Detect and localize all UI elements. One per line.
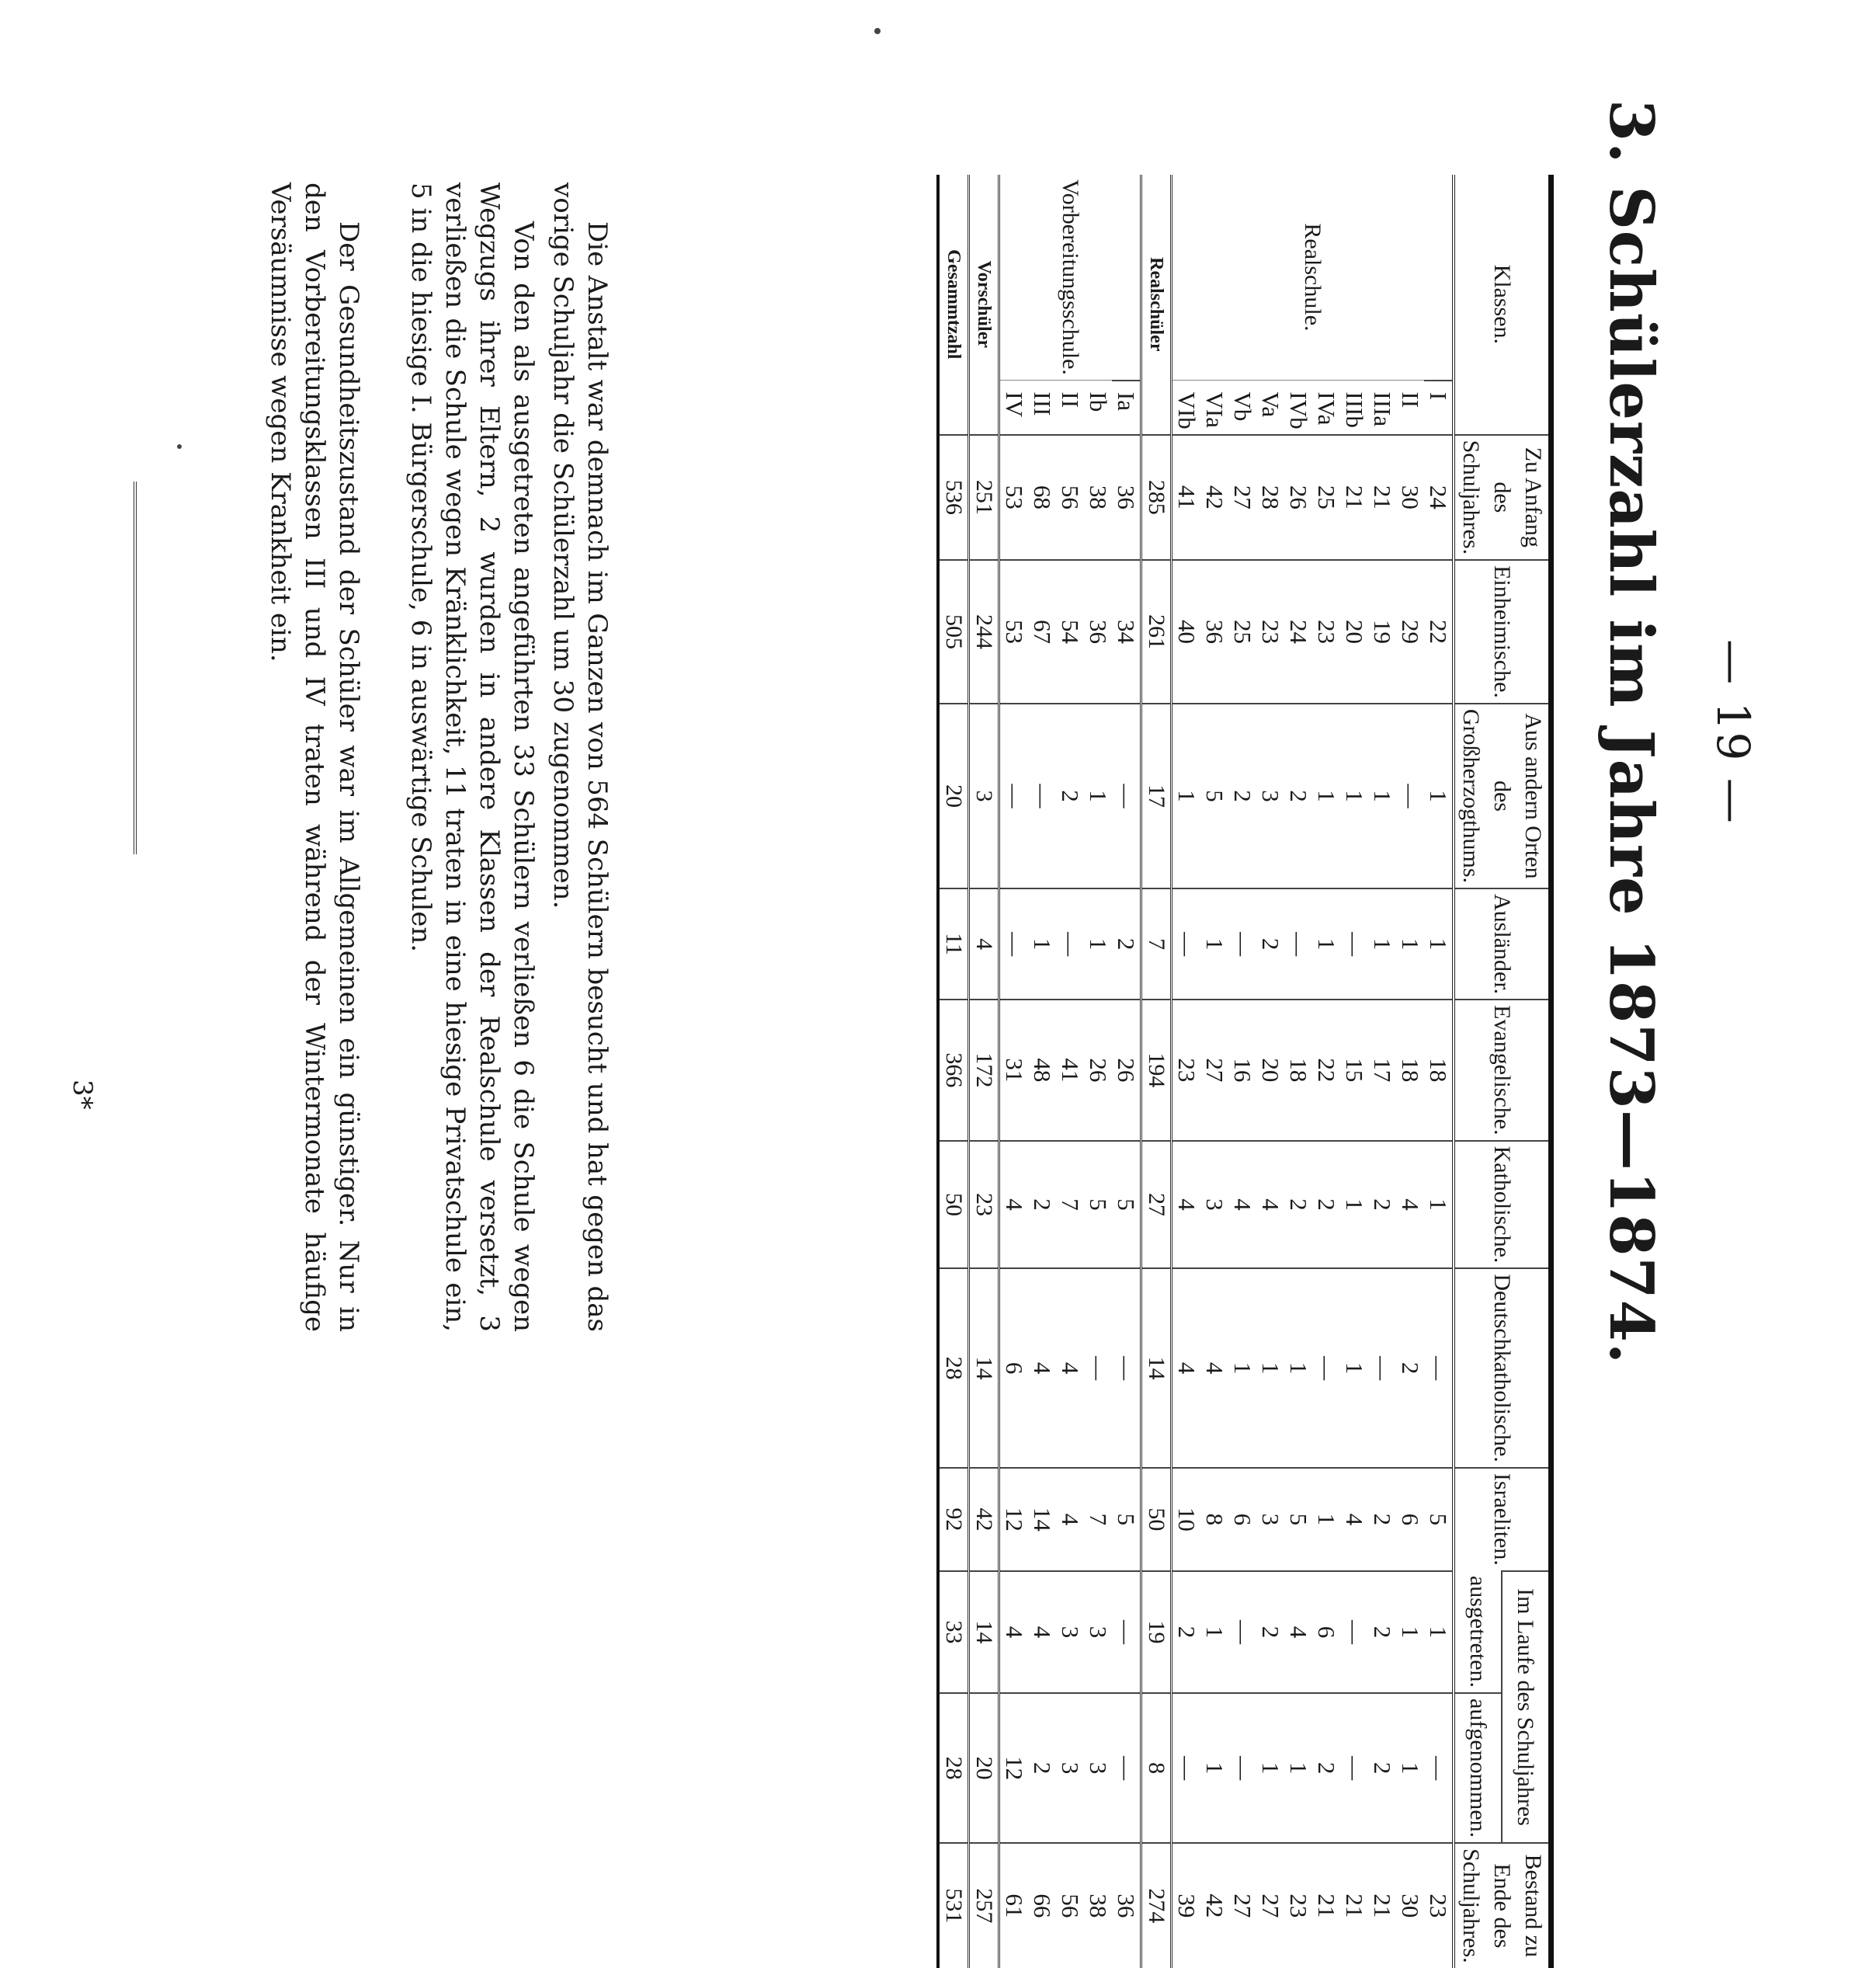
- table-cell: 2: [1284, 704, 1312, 888]
- table-cell: 23: [1312, 560, 1340, 704]
- table-cell: 1: [1340, 1141, 1368, 1269]
- table-cell: 1: [1256, 1693, 1284, 1843]
- table-cell: 21: [1340, 1843, 1368, 1967]
- table-cell: —: [1424, 1693, 1454, 1843]
- table-cell: 3: [1084, 1571, 1112, 1693]
- table-cell: —: [1340, 888, 1368, 1000]
- table-cell: —: [1028, 704, 1056, 888]
- table-cell: 4: [999, 1141, 1029, 1269]
- header-israeliten: Israeliten.: [1454, 1468, 1551, 1571]
- signature-mark: 3*: [67, 1080, 98, 1110]
- table-cell: 1: [1368, 888, 1396, 1000]
- table-cell: 27: [1228, 1843, 1256, 1967]
- table-cell: 53: [999, 560, 1029, 704]
- paragraph: Der Gesundheitszustand der Schüler war im Allgemeinen ein günstiger. Nur in den Vorbereitungsklassen III und IV traten während der Wintermonate häufige Versäumnisse wegen Krankheit ein.: [265, 183, 364, 1332]
- table-cell: —: [1112, 1268, 1141, 1467]
- header-einheimische: Einheimische.: [1454, 560, 1551, 704]
- table-row: [1084, 175, 1112, 1968]
- class-name: III: [1029, 391, 1056, 416]
- grand-total-row: [938, 175, 969, 1968]
- table-cell: 1: [1340, 1268, 1368, 1467]
- table-cell: 18: [1424, 1000, 1454, 1140]
- header-aufgenommen: aufgenommen.: [1454, 1693, 1502, 1843]
- table-cell: 1: [1084, 704, 1112, 888]
- class-name: VIa: [1201, 391, 1228, 428]
- table-cell: 22: [1424, 560, 1454, 704]
- subtotal-row: [969, 175, 999, 1968]
- table-cell: 14: [1028, 1468, 1056, 1571]
- table-cell: 27: [1200, 1000, 1228, 1140]
- subtotal-cell: 19: [1141, 1571, 1172, 1693]
- table-row: [1396, 175, 1424, 1968]
- header-klassen: Klassen.: [1454, 175, 1551, 435]
- table-cell: 42: [1200, 1843, 1228, 1967]
- table-cell: 1: [1368, 704, 1396, 888]
- subtotal-cell: 7: [1141, 888, 1172, 1000]
- table-cell: 7: [1084, 1468, 1112, 1571]
- grand-total-cell: 366: [938, 1000, 969, 1140]
- table-cell: 2: [1228, 704, 1256, 888]
- table-cell: 21: [1368, 435, 1396, 560]
- table-cell: 34: [1112, 560, 1141, 704]
- class-name: VIb: [1173, 391, 1200, 429]
- table-cell: 1: [1424, 888, 1454, 1000]
- table-cell: 25: [1312, 435, 1340, 560]
- table-cell: 4: [1028, 1268, 1056, 1467]
- table-cell: 6: [1396, 1468, 1424, 1571]
- table-cell: 39: [1172, 1843, 1201, 1967]
- table-cell: 23: [1256, 560, 1284, 704]
- table-cell: 23: [1172, 1000, 1201, 1140]
- table-cell: 22: [1312, 1000, 1340, 1140]
- table-cell: 1: [1424, 1141, 1454, 1269]
- table-cell: 2: [1368, 1468, 1396, 1571]
- header-auslaender: Ausländer.: [1454, 888, 1551, 1000]
- subtotal-cell: 285: [1141, 435, 1172, 560]
- table-cell: 18: [1396, 1000, 1424, 1140]
- table-cell: 56: [1056, 1843, 1084, 1967]
- table-body: [938, 175, 1454, 1968]
- table-cell: 36: [1112, 435, 1141, 560]
- table-cell: 30: [1396, 1843, 1424, 1967]
- table-cell: 24: [1424, 435, 1454, 560]
- header-ausgetreten: ausgetreten.: [1454, 1571, 1502, 1693]
- table-cell: 15: [1340, 1000, 1368, 1140]
- table-cell: 1: [1312, 888, 1340, 1000]
- table-cell: —: [1112, 1571, 1141, 1693]
- table-cell: 3: [1200, 1141, 1228, 1269]
- table-cell: 3: [1056, 1693, 1084, 1843]
- class-name: IVa: [1313, 391, 1340, 426]
- table-cell: 2: [1284, 1141, 1312, 1269]
- table-cell: 1: [1200, 1693, 1228, 1843]
- table-cell: 1: [1396, 1571, 1424, 1693]
- table-cell: 25: [1228, 560, 1256, 704]
- grand-total-cell: 531: [938, 1843, 969, 1967]
- table-cell: 4: [1340, 1468, 1368, 1571]
- subtotal-cell: 23: [969, 1141, 999, 1269]
- subtotal-cell: 42: [969, 1468, 999, 1571]
- table-cell: —: [1056, 888, 1084, 1000]
- table-cell: 1: [1256, 1268, 1284, 1467]
- class-name: IV: [1001, 391, 1028, 418]
- table-cell: 68: [1028, 435, 1056, 560]
- table-cell: 29: [1396, 560, 1424, 704]
- table-cell: 2: [1396, 1268, 1424, 1467]
- table-cell: 4: [1056, 1468, 1084, 1571]
- class-name: IVb: [1285, 391, 1312, 429]
- subtotal-cell: 50: [1141, 1468, 1172, 1571]
- grand-total-cell: 20: [938, 704, 969, 888]
- table-cell: 24: [1284, 560, 1312, 704]
- subtotal-cell: 172: [969, 1000, 999, 1140]
- table-row: [1228, 175, 1256, 1968]
- table-cell: 4: [1228, 1141, 1256, 1269]
- table-cell: —: [1112, 704, 1141, 888]
- table-cell: 12: [999, 1693, 1029, 1843]
- table-cell: 38: [1084, 1843, 1112, 1967]
- table-cell: 48: [1028, 1000, 1056, 1140]
- table-cell: 41: [1056, 1000, 1084, 1140]
- table-row: [1284, 175, 1312, 1968]
- divider-rule: [134, 482, 137, 854]
- speck-mark: [874, 28, 881, 34]
- class-name: Ib: [1085, 391, 1112, 412]
- table-cell: 17: [1368, 1000, 1396, 1140]
- table-cell: 2: [1056, 704, 1084, 888]
- table-cell: 28: [1256, 435, 1284, 560]
- table-cell: 5: [1424, 1468, 1454, 1571]
- table-cell: —: [999, 888, 1029, 1000]
- table-cell: 2: [1256, 888, 1284, 1000]
- table-cell: 2: [1368, 1693, 1396, 1843]
- table-cell: 1: [1312, 704, 1340, 888]
- table-cell: 12: [999, 1468, 1029, 1571]
- table-row: [1172, 175, 1201, 1968]
- table-cell: 2: [1172, 1571, 1201, 1693]
- table-cell: —: [1340, 1571, 1368, 1693]
- grand-total-cell: 28: [938, 1268, 969, 1467]
- table-cell: 53: [999, 435, 1029, 560]
- table-cell: 56: [1056, 435, 1084, 560]
- table-cell: 20: [1340, 560, 1368, 704]
- class-name: Vb: [1229, 391, 1256, 422]
- statistics-table: [936, 175, 1554, 1968]
- table-row: [1424, 175, 1454, 1968]
- table-cell: 6: [1312, 1571, 1340, 1693]
- table-cell: —: [1112, 1693, 1141, 1843]
- table-cell: 20: [1256, 1000, 1284, 1140]
- table-row: [1200, 175, 1228, 1968]
- table-row: [1256, 175, 1284, 1968]
- section-label: Realschule.: [1172, 175, 1454, 381]
- grand-total-cell: 536: [938, 435, 969, 560]
- table-cell: —: [1396, 704, 1424, 888]
- subtotal-cell: 261: [1141, 560, 1172, 704]
- table-cell: 1: [1340, 704, 1368, 888]
- table-cell: 5: [1112, 1141, 1141, 1269]
- table-cell: 1: [1172, 704, 1201, 888]
- paragraph: Die Anstalt war demnach im Ganzen von 564 Schülern besucht und hat gegen das vorige Schuljahr die Schülerzahl um 30 zugenommen.: [547, 183, 613, 1332]
- table-cell: 2: [1368, 1571, 1396, 1693]
- grand-total-label: Gesammtzahl: [938, 175, 969, 435]
- subtotal-cell: 274: [1141, 1843, 1172, 1967]
- table-cell: 21: [1312, 1843, 1340, 1967]
- subtotal-cell: 17: [1141, 704, 1172, 888]
- table-cell: 5: [1200, 704, 1228, 888]
- table-cell: 6: [999, 1268, 1029, 1467]
- class-name: Ia: [1112, 381, 1141, 435]
- table-cell: 1: [1396, 888, 1424, 1000]
- table-cell: 3: [1084, 1693, 1112, 1843]
- subtotal-cell: 3: [969, 704, 999, 888]
- header-bestand: Bestand zu Ende des Schuljahres.: [1454, 1843, 1551, 1967]
- table-cell: 27: [1256, 1843, 1284, 1967]
- grand-total-cell: 50: [938, 1141, 969, 1269]
- subtotal-cell: 14: [969, 1571, 999, 1693]
- subtotal-cell: 14: [1141, 1268, 1172, 1467]
- table-cell: 4: [1256, 1141, 1284, 1269]
- table-cell: 3: [1256, 1468, 1284, 1571]
- table-cell: 4: [1172, 1268, 1201, 1467]
- table-cell: 4: [999, 1571, 1029, 1693]
- table-cell: 40: [1172, 560, 1201, 704]
- subtotal-cell: 4: [969, 888, 999, 1000]
- table-cell: 54: [1056, 560, 1084, 704]
- class-name: II: [1397, 391, 1424, 409]
- section-label: Vorbereitungsschule.: [999, 175, 1141, 381]
- grand-total-cell: 92: [938, 1468, 969, 1571]
- table-row: [1312, 175, 1340, 1968]
- class-name: IIIb: [1341, 391, 1368, 428]
- table-cell: —: [1340, 1693, 1368, 1843]
- subtotal-cell: 257: [969, 1843, 999, 1967]
- table-cell: 4: [1284, 1571, 1312, 1693]
- grand-total-cell: 11: [938, 888, 969, 1000]
- table-cell: —: [1312, 1268, 1340, 1467]
- table-cell: 2: [1312, 1141, 1340, 1269]
- header-deutschkath: Deutschkatholische.: [1454, 1268, 1551, 1467]
- table-cell: 18: [1284, 1000, 1312, 1140]
- table-cell: 3: [1256, 704, 1284, 888]
- table-cell: 2: [1312, 1693, 1340, 1843]
- subtotal-cell: 8: [1141, 1693, 1172, 1843]
- table-cell: 16: [1228, 1000, 1256, 1140]
- table-row: [1112, 175, 1141, 1968]
- table-cell: 30: [1396, 435, 1424, 560]
- speck-mark: [177, 444, 182, 449]
- table-cell: 2: [1028, 1141, 1056, 1269]
- header-im-laufe: Im Laufe des Schuljahres: [1502, 1571, 1551, 1843]
- table-cell: 42: [1200, 435, 1228, 560]
- table-cell: 7: [1056, 1141, 1084, 1269]
- table-cell: 2: [1028, 1693, 1056, 1843]
- table-cell: 1: [1284, 1268, 1312, 1467]
- table-cell: 1: [1312, 1468, 1340, 1571]
- table-row: [1340, 175, 1368, 1968]
- class-name: I: [1424, 381, 1454, 435]
- table-cell: —: [1228, 1693, 1256, 1843]
- page-title: 3. Schülerzahl im Jahre 1873—1874.: [1596, 99, 1666, 1365]
- subtotal-cell: 244: [969, 560, 999, 704]
- table-cell: 41: [1172, 435, 1201, 560]
- table-cell: 1: [1396, 1693, 1424, 1843]
- subtotal-cell: 251: [969, 435, 999, 560]
- table-cell: —: [999, 704, 1029, 888]
- table-cell: —: [1424, 1268, 1454, 1467]
- class-name: Va: [1257, 391, 1284, 418]
- table-cell: 1: [1424, 704, 1454, 888]
- table-cell: 3: [1056, 1571, 1084, 1693]
- header-evangelische: Evangelische.: [1454, 1000, 1551, 1140]
- table-cell: 10: [1172, 1468, 1201, 1571]
- subtotal-cell: 27: [1141, 1141, 1172, 1269]
- table-cell: 23: [1284, 1843, 1312, 1967]
- table-cell: 26: [1112, 1000, 1141, 1140]
- table-cell: 2: [1256, 1571, 1284, 1693]
- paragraph: Von den als ausgetreten angeführten 33 Schülern verließen 6 die Schule wegen Wegzugs ihrer Eltern, 2 wurden in andere Klassen der Realschule versetzt, 3 verließen die Schule wegen Kränklichkeit, 11 traten in eine hiesige Privatschule ein, 5 in die hiesige I. Bürgerschule, 6 in auswärtige Schulen.: [405, 183, 539, 1332]
- table-cell: 66: [1028, 1843, 1056, 1967]
- subtotal-row: [1141, 175, 1172, 1968]
- class-name: II: [1057, 391, 1084, 409]
- table-cell: 1: [1084, 888, 1112, 1000]
- header-anfang: Zu Anfang des Schuljahres.: [1454, 435, 1551, 560]
- table-cell: 21: [1368, 1843, 1396, 1967]
- table-cell: —: [1228, 1571, 1256, 1693]
- table-cell: 26: [1084, 1000, 1112, 1140]
- table-cell: 36: [1084, 560, 1112, 704]
- table-cell: —: [1284, 888, 1312, 1000]
- subtotal-label: Realschüler: [1141, 175, 1172, 435]
- grand-total-cell: 33: [938, 1571, 969, 1693]
- table-cell: 5: [1084, 1141, 1112, 1269]
- table-cell: 1: [1200, 888, 1228, 1000]
- class-name: IIIa: [1369, 391, 1396, 427]
- table-cell: 19: [1368, 560, 1396, 704]
- table-cell: 8: [1200, 1468, 1228, 1571]
- subtotal-label: Vorschüler: [969, 175, 999, 435]
- table-cell: 1: [1284, 1693, 1312, 1843]
- grand-total-cell: 505: [938, 560, 969, 704]
- table-cell: 23: [1424, 1843, 1454, 1967]
- page-number: — 19 —: [1707, 639, 1760, 825]
- table-row: [1028, 175, 1056, 1968]
- table-cell: —: [1368, 1268, 1396, 1467]
- table-cell: 2: [1368, 1141, 1396, 1269]
- table-cell: 26: [1284, 435, 1312, 560]
- grand-total-cell: 28: [938, 1693, 969, 1843]
- table-cell: 5: [1284, 1468, 1312, 1571]
- table-cell: 4: [1200, 1268, 1228, 1467]
- table-cell: —: [1172, 1693, 1201, 1843]
- table-cell: —: [1084, 1268, 1112, 1467]
- table-cell: 38: [1084, 435, 1112, 560]
- table-cell: 4: [1028, 1571, 1056, 1693]
- table-cell: —: [1172, 888, 1201, 1000]
- subtotal-cell: 14: [969, 1268, 999, 1467]
- table-cell: 31: [999, 1000, 1029, 1140]
- table-row: [1056, 175, 1084, 1968]
- table-cell: 1: [1424, 1571, 1454, 1693]
- table-cell: 1: [1028, 888, 1056, 1000]
- table-cell: 6: [1228, 1468, 1256, 1571]
- table-cell: 61: [999, 1843, 1029, 1967]
- table-cell: 36: [1200, 560, 1228, 704]
- table-row: [1368, 175, 1396, 1968]
- table-cell: 4: [1396, 1141, 1424, 1269]
- table-cell: 36: [1112, 1843, 1141, 1967]
- subtotal-cell: 194: [1141, 1000, 1172, 1140]
- table-cell: 27: [1228, 435, 1256, 560]
- table-row: [999, 175, 1029, 1968]
- table-cell: —: [1228, 888, 1256, 1000]
- table-cell: 67: [1028, 560, 1056, 704]
- table-cell: 4: [1056, 1268, 1084, 1467]
- table-cell: 1: [1200, 1571, 1228, 1693]
- header-andere-orte: Aus andern Orten des Großherzogthums.: [1454, 704, 1551, 888]
- table-cell: 2: [1112, 888, 1141, 1000]
- table-cell: 4: [1172, 1141, 1201, 1269]
- subtotal-cell: 20: [969, 1693, 999, 1843]
- table-header: [1454, 175, 1551, 1968]
- table-cell: 5: [1112, 1468, 1141, 1571]
- header-katholische: Katholische.: [1454, 1141, 1551, 1269]
- table-cell: 21: [1340, 435, 1368, 560]
- table-cell: 1: [1228, 1268, 1256, 1467]
